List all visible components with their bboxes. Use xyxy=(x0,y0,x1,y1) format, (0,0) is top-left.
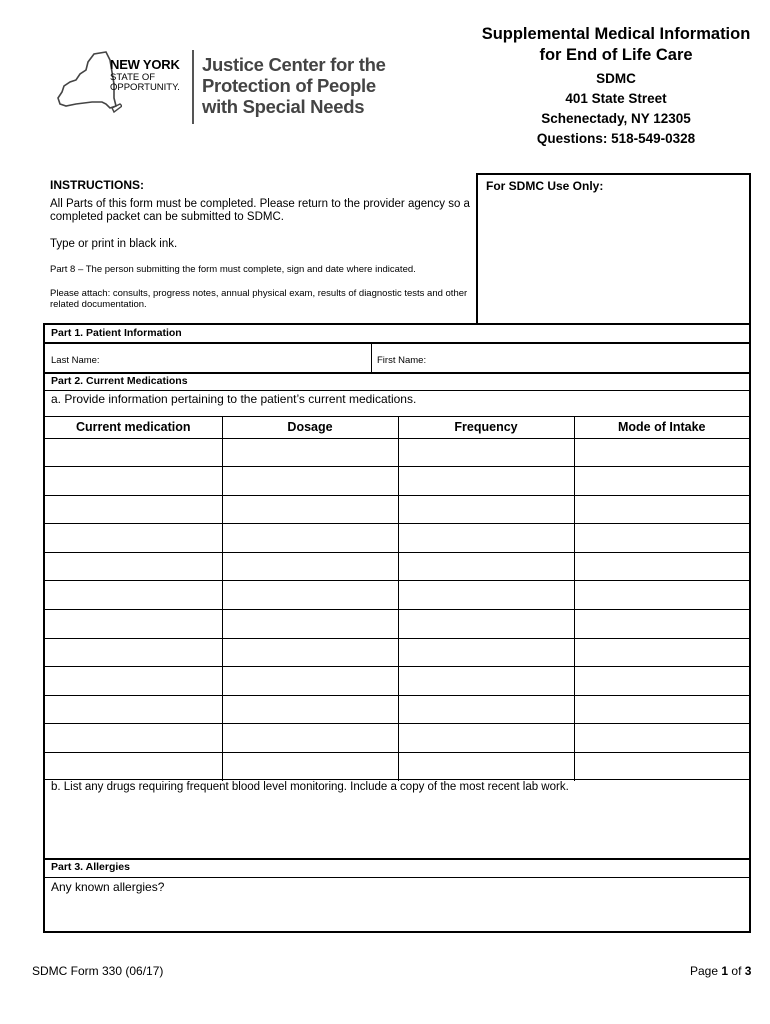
dosage-cell[interactable] xyxy=(222,581,398,610)
mode-of-intake-cell[interactable] xyxy=(574,610,749,639)
table-row xyxy=(45,695,749,724)
frequency-cell[interactable] xyxy=(398,753,574,782)
column-header-dosage: Dosage xyxy=(222,417,398,438)
frequency-cell[interactable] xyxy=(398,581,574,610)
first-name-label: First Name: xyxy=(377,355,427,366)
table-row xyxy=(45,581,749,610)
header-org: SDMC xyxy=(596,71,636,86)
medication-cell[interactable] xyxy=(45,581,222,610)
header-phone: Questions: 518-549-0328 xyxy=(536,131,696,146)
divider xyxy=(45,779,749,780)
medication-cell[interactable] xyxy=(45,638,222,667)
header-city: Schenectady, NY 12305 xyxy=(541,111,691,126)
frequency-cell[interactable] xyxy=(398,495,574,524)
divider xyxy=(45,877,749,878)
table-row xyxy=(45,724,749,753)
dosage-cell[interactable] xyxy=(222,667,398,696)
column-header-medication: Current medication xyxy=(45,417,222,438)
part2-heading: Part 2. Current Medications xyxy=(51,375,188,387)
mode-of-intake-cell[interactable] xyxy=(574,667,749,696)
table-row xyxy=(45,552,749,581)
divider xyxy=(371,344,372,372)
ny-wordmark-line1: NEW YORK xyxy=(110,57,180,72)
medication-cell[interactable] xyxy=(45,724,222,753)
mode-of-intake-cell[interactable] xyxy=(574,581,749,610)
dosage-cell[interactable] xyxy=(222,438,398,467)
medication-cell[interactable] xyxy=(45,552,222,581)
mode-of-intake-cell[interactable] xyxy=(574,695,749,724)
divider xyxy=(45,858,749,860)
frequency-cell[interactable] xyxy=(398,552,574,581)
dosage-cell[interactable] xyxy=(222,724,398,753)
form-frame xyxy=(43,323,751,933)
table-row xyxy=(45,667,749,696)
medication-cell[interactable] xyxy=(45,495,222,524)
mode-of-intake-cell[interactable] xyxy=(574,753,749,782)
instructions-paragraph-3: Part 8 – The person submitting the form must complete, sign and date where indicated. xyxy=(50,264,416,275)
part2-question-b: b. List any drugs requiring frequent blood level monitoring. Include a copy of the most recent lab work. xyxy=(51,781,569,793)
mode-of-intake-cell[interactable] xyxy=(574,724,749,753)
justice-center-wordmark xyxy=(202,54,386,117)
mode-of-intake-cell[interactable] xyxy=(574,467,749,496)
org-name-line2: Protection of People xyxy=(202,75,376,96)
table-row xyxy=(45,638,749,667)
frequency-cell[interactable] xyxy=(398,638,574,667)
dosage-cell[interactable] xyxy=(222,695,398,724)
medication-cell[interactable] xyxy=(45,524,222,553)
page-total: 3 xyxy=(744,964,752,978)
dosage-cell[interactable] xyxy=(222,524,398,553)
table-row xyxy=(45,438,749,467)
mode-of-intake-cell[interactable] xyxy=(574,524,749,553)
table-row xyxy=(45,610,749,639)
form-header xyxy=(460,24,770,149)
of-word: of xyxy=(731,964,742,978)
logo-divider xyxy=(192,50,194,124)
dosage-cell[interactable] xyxy=(222,610,398,639)
sdmc-use-only-box xyxy=(476,173,751,325)
page-number: 1 xyxy=(721,964,729,978)
instructions-paragraph-4: Please attach: consults, progress notes, annual physical exam, results of diagnostic tests and other related documentation. xyxy=(50,288,468,310)
ny-state-wordmark xyxy=(110,58,180,93)
justice-center-logo xyxy=(52,48,392,128)
mode-of-intake-cell[interactable] xyxy=(574,552,749,581)
page-indicator xyxy=(690,964,751,978)
divider xyxy=(45,342,749,344)
medication-cell[interactable] xyxy=(45,695,222,724)
medication-cell[interactable] xyxy=(45,438,222,467)
table-header-row xyxy=(45,417,749,438)
mode-of-intake-cell[interactable] xyxy=(574,638,749,667)
column-header-mode-of-intake: Mode of Intake xyxy=(574,417,749,438)
frequency-cell[interactable] xyxy=(398,667,574,696)
table-row xyxy=(45,467,749,496)
instructions-paragraph-2: Type or print in black ink. xyxy=(50,238,178,250)
frequency-cell[interactable] xyxy=(398,695,574,724)
table-row xyxy=(45,495,749,524)
mode-of-intake-cell[interactable] xyxy=(574,438,749,467)
medication-cell[interactable] xyxy=(45,753,222,782)
frequency-cell[interactable] xyxy=(398,467,574,496)
table-row xyxy=(45,753,749,782)
dosage-cell[interactable] xyxy=(222,495,398,524)
medication-cell[interactable] xyxy=(45,610,222,639)
sdmc-use-only-label: For SDMC Use Only: xyxy=(486,179,604,193)
instructions-heading: INSTRUCTIONS: xyxy=(50,178,144,192)
dosage-cell[interactable] xyxy=(222,753,398,782)
dosage-cell[interactable] xyxy=(222,467,398,496)
org-name-line3: with Special Needs xyxy=(202,96,365,117)
form-title-line2: for End of Life Care xyxy=(539,46,693,64)
form-id: SDMC Form 330 (06/17) xyxy=(32,964,164,978)
dosage-cell[interactable] xyxy=(222,552,398,581)
medications-table xyxy=(45,417,749,781)
frequency-cell[interactable] xyxy=(398,724,574,753)
header-street: 401 State Street xyxy=(565,91,667,106)
page-word: Page xyxy=(690,964,719,978)
frequency-cell[interactable] xyxy=(398,610,574,639)
medication-cell[interactable] xyxy=(45,667,222,696)
mode-of-intake-cell[interactable] xyxy=(574,495,749,524)
frequency-cell[interactable] xyxy=(398,438,574,467)
column-header-frequency: Frequency xyxy=(398,417,574,438)
org-name-line1: Justice Center for the xyxy=(202,54,386,75)
divider xyxy=(45,372,749,374)
instructions-section xyxy=(44,172,476,322)
instructions-paragraph-1: All Parts of this form must be completed. Please return to the provider agency so a completed packet can be submitted to SDMC. xyxy=(50,198,470,223)
allergies-question: Any known allergies? xyxy=(51,880,165,894)
form-title-line1: Supplemental Medical Information xyxy=(481,25,751,43)
dosage-cell[interactable] xyxy=(222,638,398,667)
table-row xyxy=(45,524,749,553)
ny-wordmark-line3: OPPORTUNITY. xyxy=(110,82,180,93)
ny-wordmark-line2: STATE OF xyxy=(110,72,156,83)
part3-heading: Part 3. Allergies xyxy=(51,861,130,873)
frequency-cell[interactable] xyxy=(398,524,574,553)
last-name-label: Last Name: xyxy=(51,355,100,366)
divider xyxy=(45,390,749,391)
part2-question-a: a. Provide information pertaining to the patient’s current medications. xyxy=(51,392,417,406)
part1-heading: Part 1. Patient Information xyxy=(51,327,182,339)
medication-cell[interactable] xyxy=(45,467,222,496)
